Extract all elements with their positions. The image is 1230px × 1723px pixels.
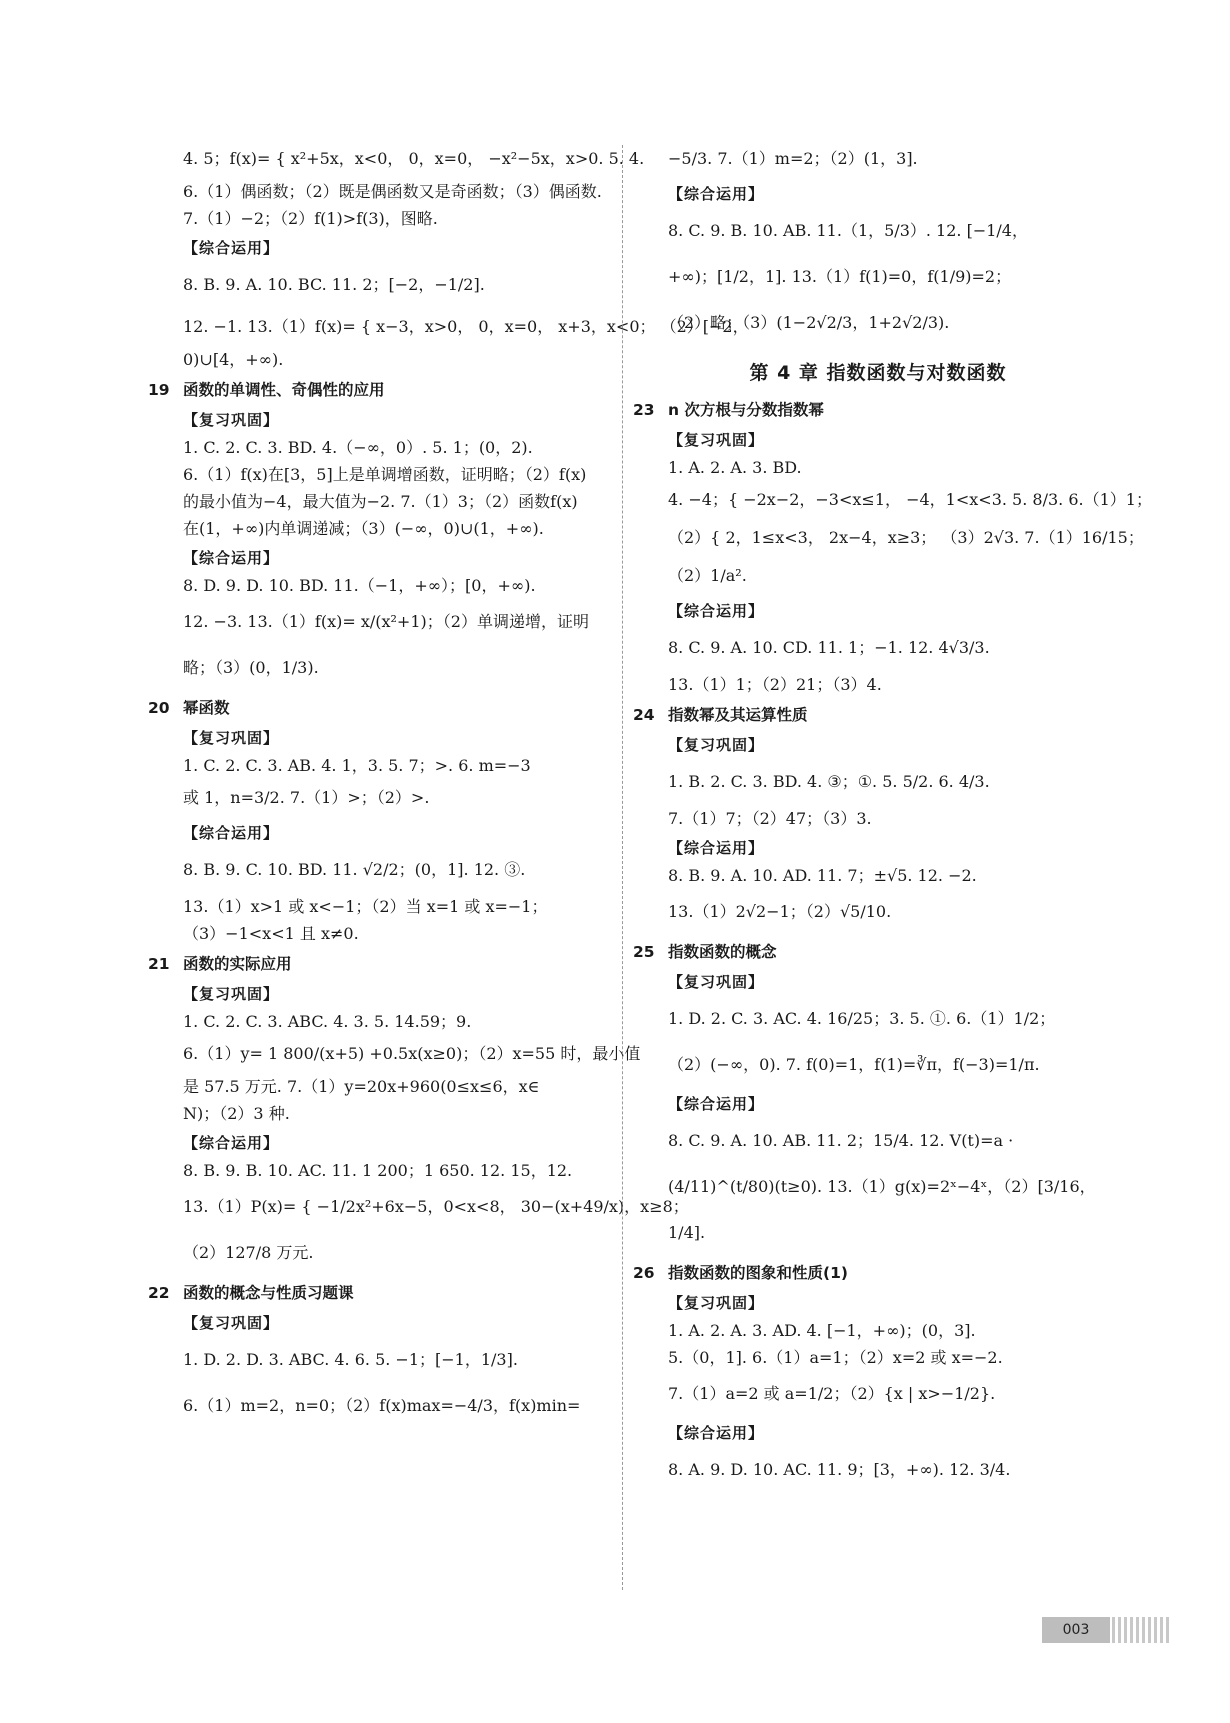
section-title: 函数的概念与性质习题课: [183, 1284, 354, 1302]
answer-line: 8. C. 9. A. 10. CD. 11. 1；−1. 12. 4√3/3.: [668, 638, 990, 657]
answer-line: 8. C. 9. A. 10. AB. 11. 2；15/4. 12. V(t)=a ·: [668, 1131, 1014, 1150]
section-tag: 【综合运用】: [668, 839, 765, 857]
answer-line: 1. A. 2. A. 3. BD.: [668, 458, 802, 477]
answer-line: 8. B. 9. A. 10. AD. 11. 7；±√5. 12. −2.: [668, 866, 977, 885]
section-number: 20: [148, 699, 170, 717]
answer-line: 1. D. 2. D. 3. ABC. 4. 6. 5. −1；[−1，1/3].: [183, 1350, 518, 1369]
answer-line: 在(1，+∞)内单调递减；（3）(−∞，0)∪(1，+∞).: [183, 519, 544, 538]
section-heading: [633, 702, 1088, 729]
answer-line: 12. −3. 13.（1）f(x)= x/(x²+1)；（2）单调递增，证明: [183, 612, 589, 631]
section-tag: 【综合运用】: [183, 1134, 280, 1152]
answer-line: 6.（1）y= 1 800/(x+5) +0.5x(x≥0)；（2）x=55 时，最小值: [183, 1044, 641, 1063]
answer-line: 1. C. 2. C. 3. BD. 4.（−∞，0）. 5. 1；(0，2).: [183, 438, 533, 457]
section-tag: 【综合运用】: [183, 549, 280, 567]
chapter-title: 第 4 章 指数函数与对数函数: [749, 362, 1007, 384]
section-tag: 【复习巩固】: [183, 729, 280, 747]
section-number: 22: [148, 1284, 170, 1302]
section-tag: 【综合运用】: [668, 185, 765, 203]
answer-line: 4. 5；f(x)= { x²+5x，x<0， 0，x=0， −x²−5x，x>0. 5. 4.: [183, 149, 645, 168]
answer-line: （2）略；（3）(1−2√2/3，1+2√2/3).: [668, 313, 950, 332]
answer-line: （2）{ 2，1≤x<3， 2x−4，x≥3； （3）2√3. 7.（1）16/15；: [668, 528, 1144, 547]
section-tag: 【综合运用】: [668, 1095, 765, 1113]
answer-line: 8. B. 9. C. 10. BD. 11. √2/2；(0，1]. 12. ③.: [183, 860, 526, 879]
section-heading: [148, 1280, 603, 1307]
answer-line: 8. C. 9. B. 10. AB. 11.（1，5/3）. 12. [−1/4，: [668, 221, 1028, 240]
answer-line: 0)∪[4，+∞).: [183, 350, 284, 369]
answer-line: 6.（1）偶函数；（2）既是偶函数又是奇函数；（3）偶函数.: [183, 182, 602, 201]
answer-line: 是 57.5 万元. 7.（1）y=20x+960(0≤x≤6，x∈: [183, 1077, 540, 1096]
answer-line: 12. −1. 13.（1）f(x)= { x−3，x>0， 0，x=0， x+3，x<0； （2）[−2，: [183, 317, 749, 336]
answer-line: 4. −4；{ −2x−2，−3<x≤1， −4，1<x<3. 5. 8/3. 6.（1）1；: [668, 490, 1152, 509]
section-tag: 【综合运用】: [183, 239, 280, 257]
answer-line: 略；（3）(0，1/3).: [183, 658, 319, 677]
section-title: 指数函数的概念: [668, 943, 777, 961]
answer-line: （3）−1<x<1 且 x≠0.: [183, 924, 359, 943]
section-tag: 【综合运用】: [668, 1424, 765, 1442]
section-number: 19: [148, 381, 170, 399]
section-heading: [633, 939, 1088, 966]
section-tag: 【复习巩固】: [668, 736, 765, 754]
answer-line: −5/3. 7.（1）m=2；（2）(1，3].: [668, 149, 918, 168]
answer-line: 13.（1）x>1 或 x<−1；（2）当 x=1 或 x=−1；: [183, 897, 548, 916]
answer-line: 8. B. 9. A. 10. BC. 11. 2；[−2，−1/2].: [183, 275, 485, 294]
section-heading: [633, 1260, 1088, 1287]
answer-line: 或 1，n=3/2. 7.（1）>；（2）>.: [183, 788, 430, 807]
answer-line: 13.（1）1；（2）21；（3）4.: [668, 675, 882, 694]
answer-line: 1. C. 2. C. 3. AB. 4. 1，3. 5. 7；>. 6. m=−3: [183, 756, 531, 775]
answer-line: 13.（1）2√2−1；（2）√5/10.: [668, 902, 892, 921]
section-title: 幂函数: [183, 699, 230, 717]
section-tag: 【复习巩固】: [668, 1294, 765, 1312]
section-title: n 次方根与分数指数幂: [668, 401, 824, 419]
column-divider: [622, 145, 623, 1590]
answer-line: （2）(−∞，0). 7. f(0)=1，f(1)=∛π，f(−3)=1/π.: [668, 1055, 1040, 1074]
answer-line: （2）1/a².: [668, 566, 747, 585]
section-tag: 【综合运用】: [668, 602, 765, 620]
section-title: 指数函数的图象和性质(1): [668, 1264, 848, 1282]
answer-line: 6.（1）f(x)在[3，5]上是单调增函数，证明略；（2）f(x): [183, 465, 587, 484]
answer-line: 7.（1）a=2 或 a=1/2；（2）{x | x>−1/2}.: [668, 1384, 996, 1403]
answer-line: (4/11)^(t/80)(t≥0). 13.（1）g(x)=2ˣ−4ˣ，（2）[3/16，: [668, 1177, 1096, 1196]
section-tag: 【复习巩固】: [668, 431, 765, 449]
answer-line: 8. A. 9. D. 10. AC. 11. 9；[3，+∞). 12. 3/4.: [668, 1460, 1011, 1479]
section-number: 21: [148, 955, 170, 973]
section-tag: 【综合运用】: [183, 824, 280, 842]
answer-line: （2）127/8 万元.: [183, 1243, 314, 1262]
answer-line: 1. A. 2. A. 3. AD. 4. [−1，+∞)；(0，3].: [668, 1321, 976, 1340]
section-number: 23: [633, 401, 655, 419]
right-column: [633, 140, 1152, 1493]
page-number-decoration: [1112, 1617, 1172, 1643]
section-tag: 【复习巩固】: [668, 973, 765, 991]
section-tag: 【复习巩固】: [183, 1314, 280, 1332]
answer-line: +∞)；[1/2，1]. 13.（1）f(1)=0，f(1/9)=2；: [668, 267, 1012, 286]
answer-line: 的最小值为−4，最大值为−2. 7.（1）3；（2）函数f(x): [183, 492, 578, 511]
answer-line: 5.（0，1]. 6.（1）a=1；（2）x=2 或 x=−2.: [668, 1348, 1003, 1367]
section-number: 24: [633, 706, 655, 724]
answer-line: 6.（1）m=2，n=0；（2）f(x)max=−4/3，f(x)min=: [183, 1396, 581, 1415]
section-title: 函数的实际应用: [183, 955, 292, 973]
page-number: 003: [1042, 1617, 1110, 1643]
answer-line: 1/4].: [668, 1223, 706, 1242]
answer-line: N)；（2）3 种.: [183, 1104, 290, 1123]
section-heading: [148, 695, 603, 722]
section-tag: 【复习巩固】: [183, 411, 280, 429]
answer-line: 7.（1）−2；（2）f(1)>f(3)，图略.: [183, 209, 438, 228]
answer-line: 1. D. 2. C. 3. AC. 4. 16/25；3. 5. ①. 6.（1）1/2；: [668, 1009, 1056, 1028]
section-title: 指数幂及其运算性质: [668, 706, 808, 724]
answer-line: 8. B. 9. B. 10. AC. 11. 1 200；1 650. 12. 15，12.: [183, 1161, 573, 1180]
answer-line: 8. D. 9. D. 10. BD. 11.（−1，+∞）；[0，+∞).: [183, 576, 536, 595]
section-number: 26: [633, 1264, 655, 1282]
answer-line: 1. C. 2. C. 3. ABC. 4. 3. 5. 14.59；9.: [183, 1012, 472, 1031]
section-heading: [148, 951, 603, 978]
section-heading: [633, 397, 1088, 424]
section-title: 函数的单调性、奇偶性的应用: [183, 381, 385, 399]
answer-line: 13.（1）P(x)= { −1/2x²+6x−5，0<x<8， 30−(x+49/x)，x≥8；: [183, 1197, 689, 1216]
section-heading: [148, 377, 603, 404]
answer-line: 7.（1）7；（2）47；（3）3.: [668, 809, 872, 828]
answer-line: 1. B. 2. C. 3. BD. 4. ③；①. 5. 5/2. 6. 4/3.: [668, 772, 990, 791]
section-number: 25: [633, 943, 655, 961]
section-tag: 【复习巩固】: [183, 985, 280, 1003]
